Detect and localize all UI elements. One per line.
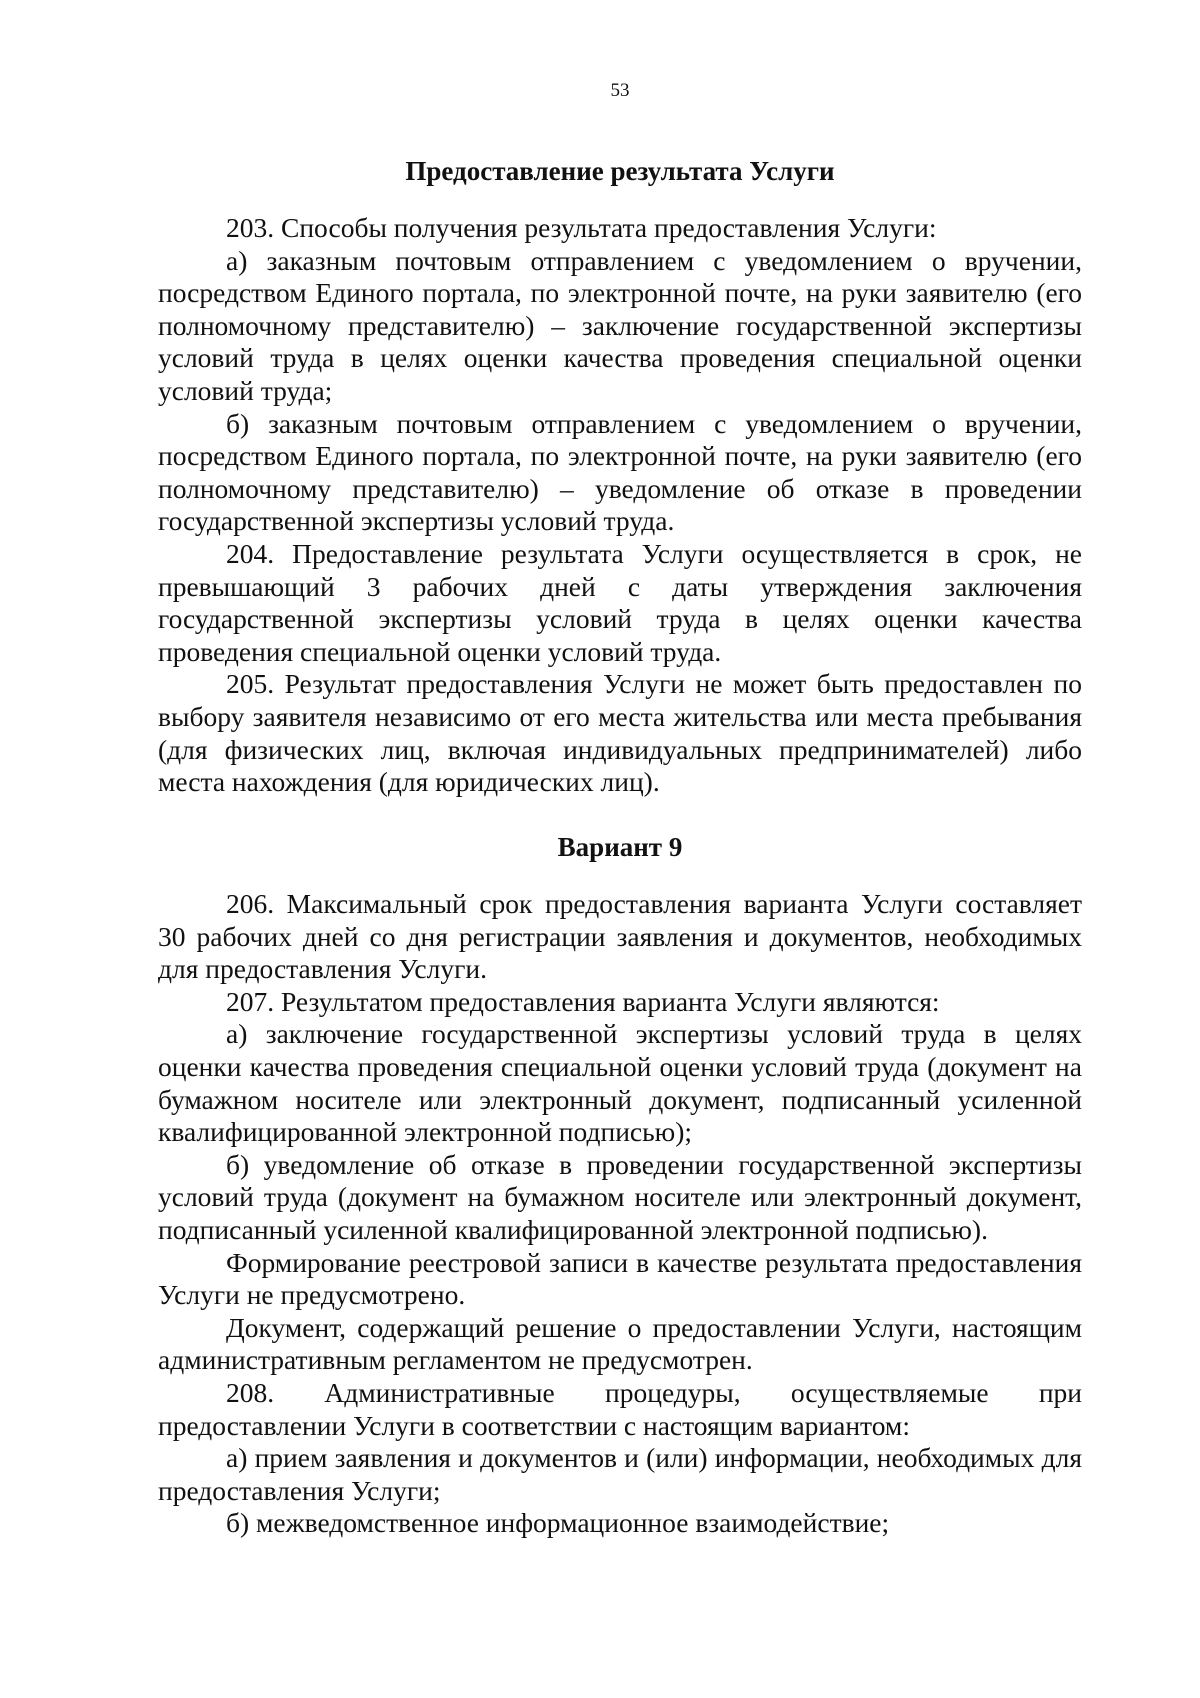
paragraph-208-a: а) прием заявления и документов и (или) информации, необходимых для предоставления Услуги;: [158, 1442, 1082, 1506]
section-result-body: [158, 212, 1082, 799]
paragraph-registry-record: Формирование реестровой записи в качестве результата предоставления Услуги не предусмотрено.: [158, 1246, 1082, 1311]
paragraph-decision-document: Документ, содержащий решение о предоставлении Услуги, настоящим административным регламентом не предусмотрен.: [158, 1311, 1082, 1376]
paragraph-207: 207. Результатом предоставления варианта Услуги являются:: [226, 985, 940, 1017]
section-heading-result: Предоставление результата Услуги: [405, 156, 835, 186]
paragraph-204: 204. Предоставление результата Услуги осуществляется в срок, не превышающий 3 рабочих дней с даты утверждения заключения государственной экспертизы условий труда в целях оценки качества проведения специальной оценки условий труда.: [158, 537, 1082, 667]
paragraph-205: 205. Результат предоставления Услуги не может быть предоставлен по выбору заявителя независимо от его места жительства или места пребывания (для физических лиц, включая индивидуальных предпринимателей) либо места нахождения (для юридических лиц).: [158, 668, 1082, 798]
paragraph-206: 206. Максимальный срок предоставления варианта Услуги составляет 30 рабочих дней со дня регистрации заявления и документов, необходимых для предоставления Услуги.: [158, 888, 1082, 985]
section-heading-variant-9: Вариант 9: [557, 832, 683, 862]
paragraph-203: 203. Способы получения результата предоставления Услуги:: [226, 212, 937, 243]
section-variant-9-body: [158, 888, 1082, 1540]
paragraph-203-a: а) заказным почтовым отправлением с уведомлением о вручении, посредством Единого портала, по электронной почте, на руки заявителю (его полномочному представителю) – заключение государственной экспертизы условий труда в целях оценки качества проведения специальной оценки условий труда;: [158, 244, 1082, 406]
paragraph-207-b: б) уведомление об отказе в проведении государственной экспертизы условий труда (документ на бумажном носителе или электронный документ, подписанный усиленной квалифицированной электронной подписью).: [158, 1148, 1082, 1245]
page-number: 53: [610, 80, 630, 101]
paragraph-208-b: б) межведомственное информационное взаимодействие;: [226, 1507, 890, 1539]
paragraph-207-a: а) заключение государственной экспертизы условий труда в целях оценки качества проведения специальной оценки условий труда (документ на бумажном носителе или электронный документ, подписанный усиленной квалифицированной электронной подписью);: [158, 1018, 1082, 1148]
paragraph-203-b: б) заказным почтовым отправлением с уведомлением о вручении, посредством Единого портала, по электронной почте, на руки заявителю (его полномочному представителю) – уведомление об отказе в проведении государственной экспертизы условий труда.: [158, 407, 1082, 537]
paragraph-208: 208. Административные процедуры, осуществляемые при предоставлении Услуги в соответствии с настоящим вариантом:: [158, 1376, 1082, 1441]
